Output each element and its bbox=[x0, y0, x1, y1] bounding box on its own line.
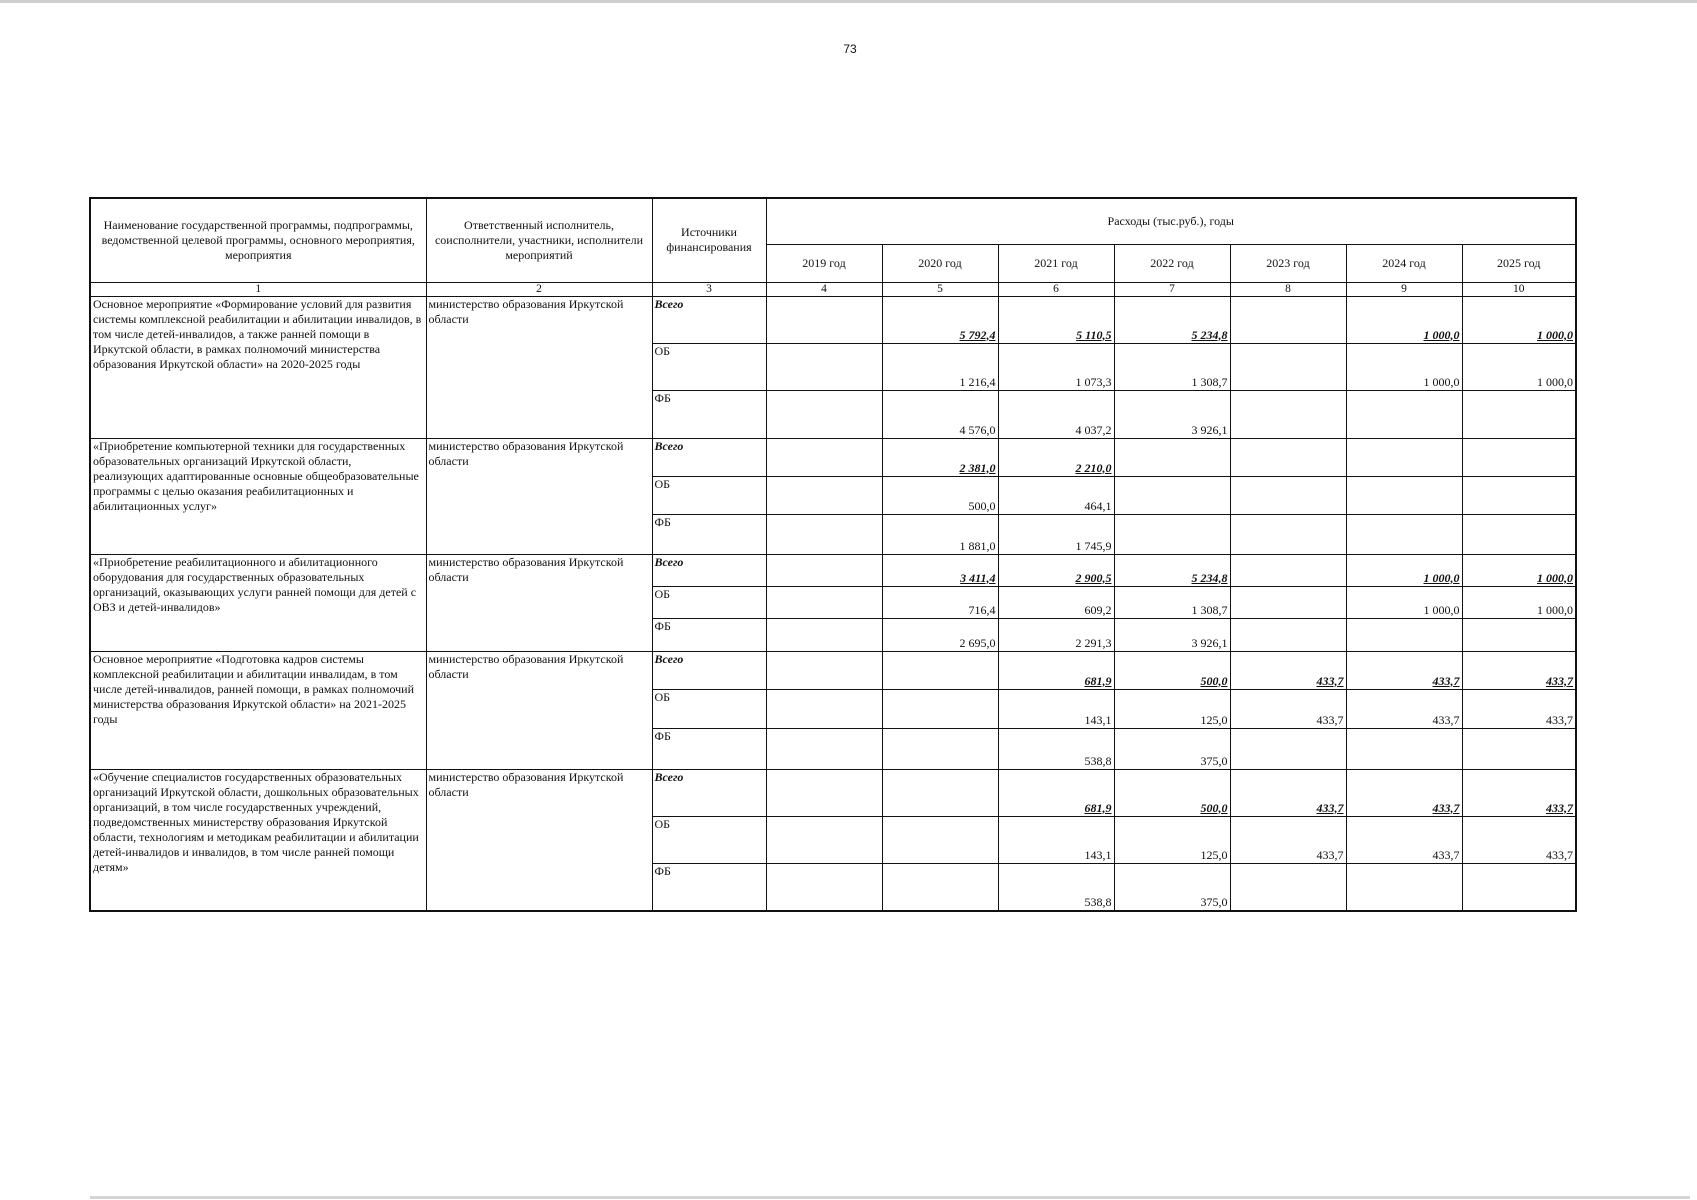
expense-value bbox=[1462, 586, 1576, 618]
funding-source: Всего bbox=[652, 438, 766, 476]
expense-value-text: 433,7 bbox=[1546, 673, 1573, 688]
expense-value-text: 125,0 bbox=[1200, 712, 1228, 727]
expense-value bbox=[766, 390, 882, 438]
expense-value bbox=[1462, 296, 1576, 343]
expense-value bbox=[1346, 586, 1462, 618]
expense-value-text: 1 000,0 bbox=[1537, 570, 1573, 585]
expense-value-text: 500,0 bbox=[1200, 800, 1228, 815]
expense-value-text: 538,8 bbox=[1084, 753, 1112, 768]
expense-value-text: 1 000,0 bbox=[1423, 570, 1460, 585]
expense-value bbox=[998, 438, 1114, 476]
expense-value bbox=[1462, 514, 1576, 554]
expense-value bbox=[1346, 689, 1462, 728]
expense-value-text: 2 900,5 bbox=[1075, 570, 1112, 585]
column-number: 5 bbox=[882, 282, 998, 296]
expense-value bbox=[1114, 816, 1230, 863]
table-body bbox=[90, 296, 1576, 911]
header-year: 2024 год bbox=[1346, 244, 1462, 282]
executor: министерство образования Иркутской области bbox=[426, 296, 652, 438]
expense-value bbox=[1346, 438, 1462, 476]
expense-value bbox=[1114, 618, 1230, 651]
expense-value bbox=[882, 651, 998, 689]
expense-value bbox=[998, 728, 1114, 769]
expense-value bbox=[882, 816, 998, 863]
column-number: 9 bbox=[1346, 282, 1462, 296]
expense-value bbox=[766, 651, 882, 689]
expense-value bbox=[1346, 296, 1462, 343]
column-number-row bbox=[90, 282, 1576, 296]
expense-value bbox=[882, 514, 998, 554]
expense-value-text: 681,9 bbox=[1084, 673, 1112, 688]
scan-edge-top bbox=[0, 0, 1697, 3]
expense-value bbox=[1346, 816, 1462, 863]
expense-value-text: 433,7 bbox=[1546, 847, 1573, 862]
expense-value-text: 3 926,1 bbox=[1191, 635, 1228, 650]
expense-value-text: 500,0 bbox=[1200, 673, 1228, 688]
expense-value bbox=[1114, 689, 1230, 728]
expense-value bbox=[1462, 863, 1576, 911]
expense-value bbox=[998, 296, 1114, 343]
expense-value-text: 433,7 bbox=[1316, 712, 1344, 727]
measure-name: «Обучение специалистов государственных образовательных организаций Иркутской области, дошкольных образовательных организаций, в том числе государственных учреждений, подведомственных министерству образования Иркутской области, технологиям и методикам реабилитации и абилитации детей-инвалидов и инвалидов, в том числе ранней помощи детям» bbox=[90, 769, 426, 911]
expense-value-text: 433,7 bbox=[1316, 800, 1344, 815]
expense-value bbox=[1230, 586, 1346, 618]
expense-value-text: 1 745,9 bbox=[1075, 538, 1112, 553]
expense-value-text: 1 000,0 bbox=[1423, 602, 1460, 617]
header-year: 2025 год bbox=[1462, 244, 1576, 282]
expense-value bbox=[1230, 863, 1346, 911]
header-year: 2022 год bbox=[1114, 244, 1230, 282]
expense-value bbox=[882, 618, 998, 651]
expense-value bbox=[766, 476, 882, 514]
table-row bbox=[90, 438, 1576, 476]
expense-value bbox=[766, 586, 882, 618]
measure-name: Основное мероприятие «Формирование условий для развития системы комплексной реабилитации и абилитации инвалидов, в том числе детей-инвалидов, а также ранней помощи в Иркутской области, в рамках полномочий министерства образования Иркутской области» на 2020-2025 годы bbox=[90, 296, 426, 438]
executor: министерство образования Иркутской области bbox=[426, 651, 652, 769]
header-expenses: Расходы (тыс.руб.), годы bbox=[766, 198, 1576, 244]
expense-value-text: 609,2 bbox=[1084, 602, 1112, 617]
expense-value-text: 5 792,4 bbox=[959, 327, 996, 342]
column-number: 7 bbox=[1114, 282, 1230, 296]
header-year: 2021 год bbox=[998, 244, 1114, 282]
expense-value-text: 4 576,0 bbox=[959, 422, 996, 437]
funding-source: ОБ bbox=[652, 586, 766, 618]
expense-value bbox=[766, 296, 882, 343]
expense-value bbox=[1114, 769, 1230, 816]
expense-value bbox=[766, 343, 882, 390]
expense-value bbox=[1230, 438, 1346, 476]
expense-value bbox=[1462, 689, 1576, 728]
column-number: 8 bbox=[1230, 282, 1346, 296]
expense-value-text: 2 210,0 bbox=[1075, 460, 1112, 475]
expense-value bbox=[1462, 554, 1576, 586]
measure-name: Основное мероприятие «Подготовка кадров системы комплексной реабилитации и абилитации инвалидам, в том числе детей-инвалидов, ранней помощи, в рамках полномочий министерства образования Иркутской области» на 2021-2025 годы bbox=[90, 651, 426, 769]
expense-value-text: 1 308,7 bbox=[1191, 374, 1228, 389]
expense-value bbox=[1114, 651, 1230, 689]
expense-value bbox=[882, 296, 998, 343]
funding-source: Всего bbox=[652, 769, 766, 816]
expense-value bbox=[1230, 554, 1346, 586]
expense-value-text: 1 000,0 bbox=[1423, 374, 1460, 389]
expense-value-text: 4 037,2 bbox=[1075, 422, 1112, 437]
expense-value-text: 538,8 bbox=[1084, 895, 1112, 909]
expense-value bbox=[1114, 554, 1230, 586]
expense-value bbox=[1462, 390, 1576, 438]
funding-source: Всего bbox=[652, 554, 766, 586]
expense-value-text: 433,7 bbox=[1432, 800, 1460, 815]
expense-value bbox=[1114, 586, 1230, 618]
executor: министерство образования Иркутской области bbox=[426, 438, 652, 554]
expense-value bbox=[766, 728, 882, 769]
expense-value bbox=[882, 863, 998, 911]
expense-value-text: 143,1 bbox=[1084, 712, 1112, 727]
expense-value bbox=[1462, 816, 1576, 863]
expense-value bbox=[1346, 618, 1462, 651]
expense-value bbox=[882, 390, 998, 438]
expense-value bbox=[998, 651, 1114, 689]
expense-value-text: 1 073,3 bbox=[1075, 374, 1112, 389]
funding-source: ФБ bbox=[652, 728, 766, 769]
expense-value bbox=[1462, 728, 1576, 769]
funding-source: ФБ bbox=[652, 390, 766, 438]
expense-value bbox=[1346, 476, 1462, 514]
expense-value-text: 433,7 bbox=[1432, 712, 1460, 727]
expense-value-text: 1 000,0 bbox=[1537, 327, 1573, 342]
expense-value-text: 464,1 bbox=[1084, 498, 1112, 513]
column-number: 3 bbox=[652, 282, 766, 296]
table-row bbox=[90, 651, 1576, 689]
funding-source: ФБ bbox=[652, 863, 766, 911]
expense-value bbox=[1462, 476, 1576, 514]
measure-name: «Приобретение компьютерной техники для государственных образовательных организаций Иркутской области, реализующих адаптированные основные общеобразовательные программы с целью оказания реабилитационных и абилитационных услуг» bbox=[90, 438, 426, 554]
table-row bbox=[90, 769, 1576, 816]
expense-value bbox=[1346, 651, 1462, 689]
expense-value bbox=[882, 689, 998, 728]
expense-value-text: 5 234,8 bbox=[1191, 327, 1228, 342]
funding-source: ОБ bbox=[652, 689, 766, 728]
expense-value bbox=[998, 618, 1114, 651]
expense-value bbox=[1230, 728, 1346, 769]
expense-value bbox=[766, 438, 882, 476]
expense-value bbox=[1346, 863, 1462, 911]
table-row bbox=[90, 296, 1576, 343]
expense-value-text: 1 000,0 bbox=[1537, 602, 1573, 617]
funding-source: ФБ bbox=[652, 514, 766, 554]
expense-value bbox=[998, 476, 1114, 514]
expense-value bbox=[882, 476, 998, 514]
expense-value bbox=[1230, 476, 1346, 514]
expense-value bbox=[1114, 296, 1230, 343]
expense-value bbox=[1346, 514, 1462, 554]
expense-value bbox=[1346, 554, 1462, 586]
expense-value bbox=[1462, 651, 1576, 689]
expense-value bbox=[1114, 728, 1230, 769]
expense-value bbox=[882, 769, 998, 816]
executor: министерство образования Иркутской области bbox=[426, 554, 652, 651]
expense-value bbox=[766, 618, 882, 651]
expense-value bbox=[766, 554, 882, 586]
column-number: 10 bbox=[1462, 282, 1576, 296]
expense-value-text: 143,1 bbox=[1084, 847, 1112, 862]
expense-value bbox=[882, 438, 998, 476]
expense-value bbox=[1114, 343, 1230, 390]
expense-value bbox=[1346, 343, 1462, 390]
expense-value-text: 2 291,3 bbox=[1075, 635, 1112, 650]
measure-name: «Приобретение реабилитационного и абилитационного оборудования для государственных образовательных организаций, оказывающих услуги ранней помощи для детей с ОВЗ и детей-инвалидов» bbox=[90, 554, 426, 651]
expense-value-text: 681,9 bbox=[1084, 800, 1112, 815]
expense-value-text: 716,4 bbox=[968, 602, 996, 617]
expense-value bbox=[1346, 769, 1462, 816]
expense-value bbox=[766, 689, 882, 728]
expenses-table bbox=[89, 197, 1577, 912]
expense-value-text: 5 234,8 bbox=[1191, 570, 1228, 585]
expense-value-text: 2 381,0 bbox=[959, 460, 996, 475]
page-number: 73 bbox=[843, 42, 857, 56]
expense-value bbox=[1230, 769, 1346, 816]
funding-source: ОБ bbox=[652, 816, 766, 863]
funding-source: Всего bbox=[652, 296, 766, 343]
expense-value bbox=[766, 514, 882, 554]
scan-edge-bottom bbox=[90, 1196, 1690, 1199]
expense-value bbox=[998, 769, 1114, 816]
header-year: 2019 год bbox=[766, 244, 882, 282]
expense-value bbox=[998, 863, 1114, 911]
expense-value bbox=[766, 769, 882, 816]
expense-value bbox=[1230, 816, 1346, 863]
expense-value bbox=[1462, 769, 1576, 816]
expense-value bbox=[766, 816, 882, 863]
expense-value-text: 1 308,7 bbox=[1191, 602, 1228, 617]
expense-value-text: 433,7 bbox=[1546, 712, 1573, 727]
header-year: 2020 год bbox=[882, 244, 998, 282]
expense-value bbox=[1230, 296, 1346, 343]
funding-source: ОБ bbox=[652, 343, 766, 390]
expense-value bbox=[1462, 618, 1576, 651]
table-row bbox=[90, 554, 1576, 586]
expense-value bbox=[1114, 476, 1230, 514]
expense-value bbox=[1230, 651, 1346, 689]
expense-value bbox=[882, 586, 998, 618]
expense-value bbox=[1230, 618, 1346, 651]
expense-value-text: 433,7 bbox=[1316, 847, 1344, 862]
expense-value-text: 433,7 bbox=[1432, 673, 1460, 688]
expense-value bbox=[1346, 390, 1462, 438]
expense-value bbox=[1114, 514, 1230, 554]
expense-value-text: 433,7 bbox=[1546, 800, 1573, 815]
executor: министерство образования Иркутской области bbox=[426, 769, 652, 911]
expense-value bbox=[998, 554, 1114, 586]
expense-value bbox=[1114, 438, 1230, 476]
expense-value-text: 3 411,4 bbox=[960, 570, 996, 585]
expense-value-text: 5 110,5 bbox=[1076, 327, 1112, 342]
expense-value-text: 1 000,0 bbox=[1423, 327, 1460, 342]
expense-value-text: 375,0 bbox=[1200, 895, 1228, 909]
expense-value bbox=[1462, 438, 1576, 476]
column-number: 6 bbox=[998, 282, 1114, 296]
funding-source: Всего bbox=[652, 651, 766, 689]
expense-value-text: 1 216,4 bbox=[959, 374, 996, 389]
column-number: 2 bbox=[426, 282, 652, 296]
column-number: 4 bbox=[766, 282, 882, 296]
funding-source: ОБ bbox=[652, 476, 766, 514]
header-name-column: Наименование государственной программы, подпрограммы, ведомственной целевой программы, основного мероприятия, мероприятия bbox=[90, 198, 426, 282]
expense-value bbox=[998, 689, 1114, 728]
expense-value bbox=[882, 343, 998, 390]
header-year: 2023 год bbox=[1230, 244, 1346, 282]
expense-value-text: 433,7 bbox=[1316, 673, 1344, 688]
expense-value-text: 2 695,0 bbox=[959, 635, 996, 650]
expense-value bbox=[998, 390, 1114, 438]
expense-value-text: 433,7 bbox=[1432, 847, 1460, 862]
expense-value-text: 3 926,1 bbox=[1191, 422, 1228, 437]
expense-value-text: 1 000,0 bbox=[1537, 374, 1573, 389]
expense-value bbox=[998, 816, 1114, 863]
funding-source: ФБ bbox=[652, 618, 766, 651]
column-number: 1 bbox=[90, 282, 426, 296]
expense-value bbox=[998, 343, 1114, 390]
expense-value bbox=[882, 728, 998, 769]
expense-value bbox=[1230, 390, 1346, 438]
expense-value bbox=[1230, 343, 1346, 390]
expense-value bbox=[882, 554, 998, 586]
expense-value bbox=[1114, 863, 1230, 911]
expense-value bbox=[1346, 728, 1462, 769]
expense-value-text: 375,0 bbox=[1200, 753, 1228, 768]
expense-value bbox=[1230, 689, 1346, 728]
expense-value-text: 1 881,0 bbox=[959, 538, 996, 553]
expense-value bbox=[1114, 390, 1230, 438]
header-executor-column: Ответственный исполнитель, соисполнители, участники, исполнители мероприятий bbox=[426, 198, 652, 282]
expense-value-text: 500,0 bbox=[968, 498, 996, 513]
expense-value bbox=[766, 863, 882, 911]
expense-value bbox=[998, 586, 1114, 618]
expense-value bbox=[998, 514, 1114, 554]
expense-value bbox=[1462, 343, 1576, 390]
expense-value bbox=[1230, 514, 1346, 554]
expense-value-text: 125,0 bbox=[1200, 847, 1228, 862]
header-source-column: Источники финансирования bbox=[652, 198, 766, 282]
